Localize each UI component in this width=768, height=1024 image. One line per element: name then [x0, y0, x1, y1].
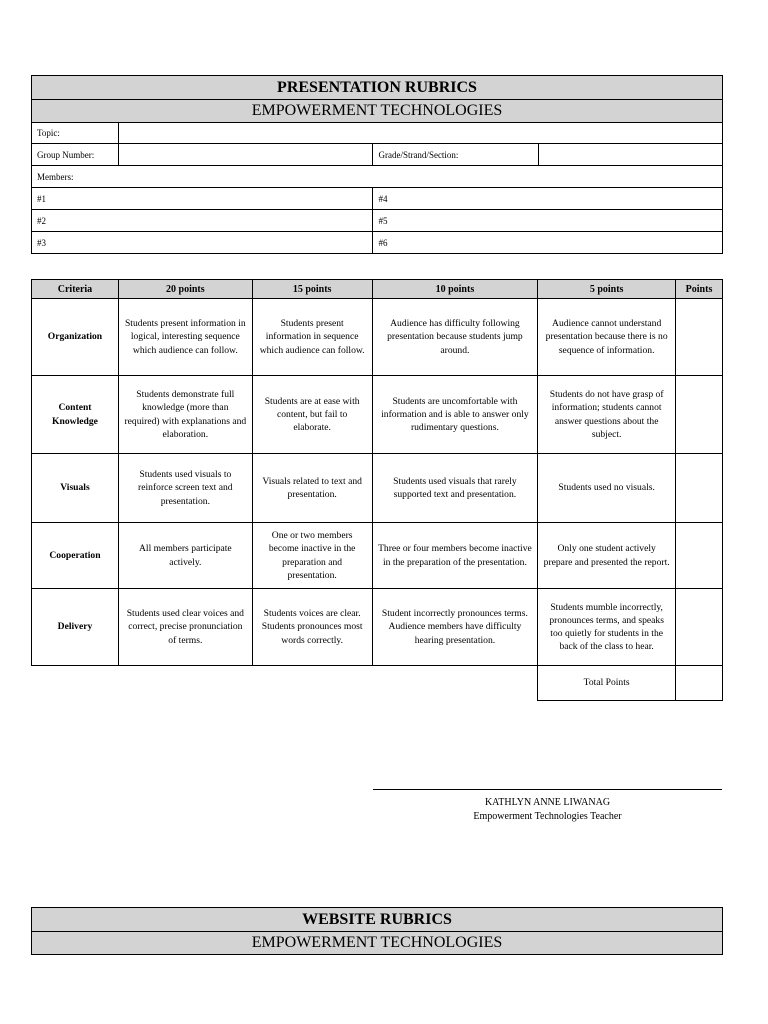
criteria-organization: Organization [32, 299, 119, 376]
table-row [32, 523, 723, 589]
rubric-cell: Students used visuals to reinforce screen text and presentation. [118, 454, 252, 523]
table-row [32, 589, 723, 666]
rubric-cell: Students present information in logical, interesting sequence which audience can follow. [118, 299, 252, 376]
teacher-name: KATHLYN ANNE LIWANAG [484, 797, 611, 808]
criteria-cooperation: Cooperation [32, 523, 119, 589]
teacher-role: Empowerment Technologies Teacher [473, 811, 622, 822]
points-field-delivery[interactable] [676, 589, 723, 666]
presentation-info-table [31, 75, 723, 254]
member-slot-3[interactable]: #3 [32, 232, 373, 254]
members-label: Members: [32, 166, 723, 188]
rubric-cell: Students do not have grasp of information; students cannot answer questions about the subject. [538, 376, 676, 454]
header-5-points: 5 points [538, 280, 676, 299]
header-20-points: 20 points [118, 280, 252, 299]
rubric-cell: Student incorrectly pronounces terms. Audience members have difficulty hearing presentation. [372, 589, 538, 666]
rubric-cell: One or two members become inactive in the preparation and presentation. [252, 523, 372, 589]
member-slot-1[interactable]: #1 [32, 188, 373, 210]
presentation-title: PRESENTATION RUBRICS [32, 76, 723, 100]
points-field-cooperation[interactable] [676, 523, 723, 589]
member-slot-4[interactable]: #4 [373, 188, 723, 210]
rubric-cell: Students are at ease with content, but fail to elaborate. [252, 376, 372, 454]
member-slot-6[interactable]: #6 [373, 232, 723, 254]
topic-label: Topic: [32, 123, 119, 144]
grade-strand-section-field[interactable] [539, 144, 723, 166]
header-10-points: 10 points [372, 280, 538, 299]
header-criteria: Criteria [32, 280, 119, 299]
website-subtitle: EMPOWERMENT TECHNOLOGIES [32, 932, 723, 955]
rubric-cell: Students used visuals that rarely supported text and presentation. [372, 454, 538, 523]
rubric-header-row [32, 280, 723, 299]
rubric-cell: All members participate actively. [118, 523, 252, 589]
header-15-points: 15 points [252, 280, 372, 299]
rubric-cell: Audience has difficulty following presentation because students jump around. [372, 299, 538, 376]
points-field-organization[interactable] [676, 299, 723, 376]
rubric-cell: Students used no visuals. [538, 454, 676, 523]
rubric-cell: Students voices are clear. Students pronounces most words correctly. [252, 589, 372, 666]
total-points-field[interactable] [676, 666, 723, 701]
table-row [32, 299, 723, 376]
criteria-visuals: Visuals [32, 454, 119, 523]
rubric-cell: Students mumble incorrectly, pronounces terms, and speaks too quietly for students in the back of the class to hear. [538, 589, 676, 666]
table-row [32, 376, 723, 454]
topic-field[interactable] [118, 123, 722, 144]
member-slot-5[interactable]: #5 [373, 210, 723, 232]
total-points-label: Total Points [538, 666, 676, 701]
presentation-subtitle: EMPOWERMENT TECHNOLOGIES [32, 100, 723, 123]
header-points: Points [676, 280, 723, 299]
rubric-cell: Audience cannot understand presentation because there is no sequence of information. [538, 299, 676, 376]
website-rubric-header [31, 907, 723, 955]
signature-line [373, 789, 722, 790]
rubric-cell: Students demonstrate full knowledge (more than required) with explanations and elaboration. [118, 376, 252, 454]
website-title: WEBSITE RUBRICS [32, 908, 723, 932]
rubric-cell: Visuals related to text and presentation. [252, 454, 372, 523]
criteria-delivery: Delivery [32, 589, 119, 666]
group-number-field[interactable] [118, 144, 373, 166]
rubric-cell: Students used clear voices and correct, precise pronunciation of terms. [118, 589, 252, 666]
member-slot-2[interactable]: #2 [32, 210, 373, 232]
total-spacer [32, 666, 538, 701]
criteria-content-knowledge: Content Knowledge [32, 376, 119, 454]
rubric-cell: Students present information in sequence which audience can follow. [252, 299, 372, 376]
rubric-cell: Three or four members become inactive in the preparation of the presentation. [372, 523, 538, 589]
rubric-cell: Students are uncomfortable with information and is able to answer only rudimentary questions. [372, 376, 538, 454]
grade-strand-section-label: Grade/Strand/Section: [373, 144, 539, 166]
total-row [32, 666, 723, 701]
presentation-rubric-table [31, 279, 723, 701]
group-number-label: Group Number: [32, 144, 119, 166]
table-row [32, 454, 723, 523]
points-field-visuals[interactable] [676, 454, 723, 523]
rubric-cell: Only one student actively prepare and presented the report. [538, 523, 676, 589]
points-field-content-knowledge[interactable] [676, 376, 723, 454]
